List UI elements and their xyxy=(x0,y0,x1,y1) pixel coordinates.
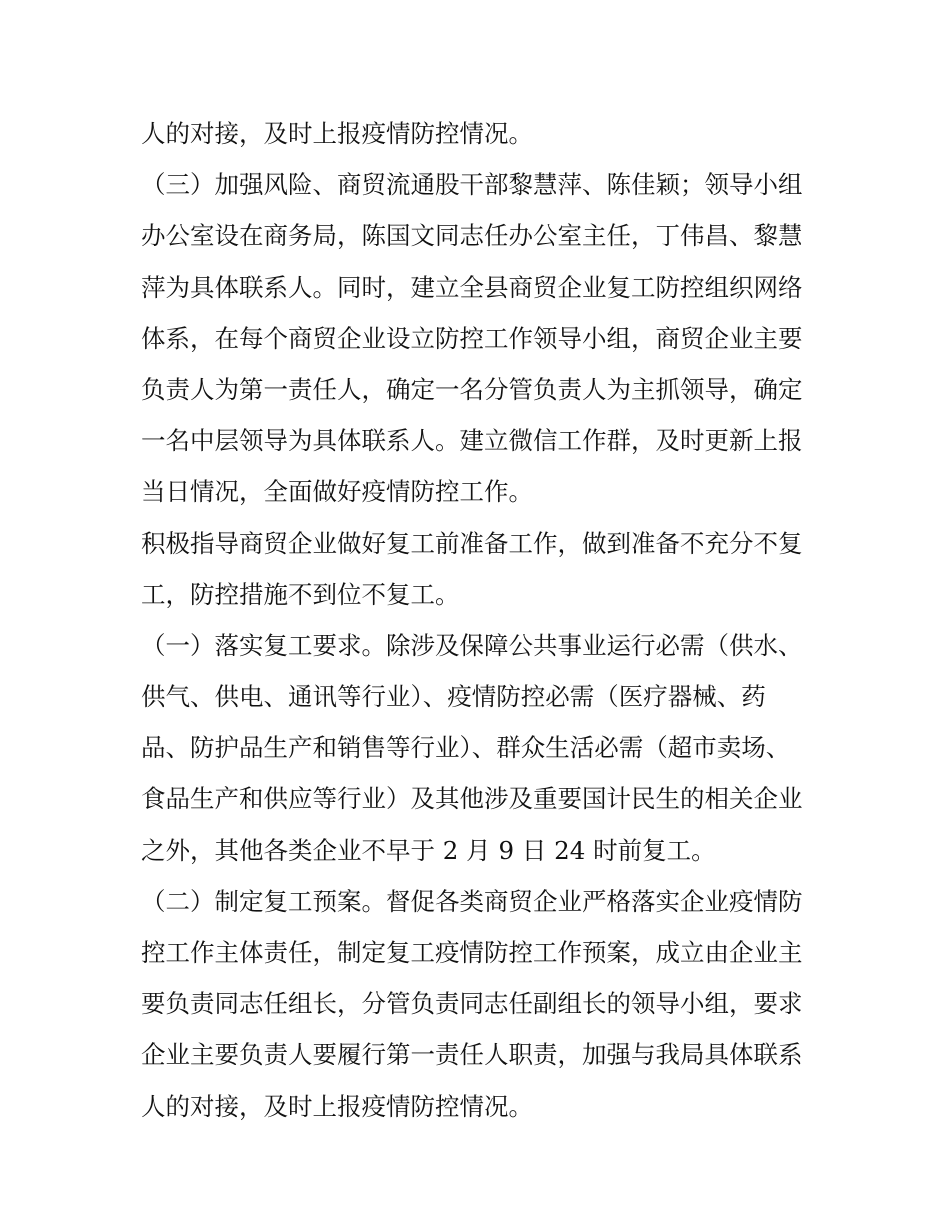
text-line: 萍为具体联系人。同时，建立全县商贸企业复工防控组织网络 xyxy=(141,272,803,302)
text-line: 一名中层领导为具体联系人。建立微信工作群，及时更新上报 xyxy=(141,426,803,456)
text-line: 品、防护品生产和销售等行业）、群众生活必需（超市卖场、 xyxy=(141,733,791,763)
text-line: 人的对接，及时上报疫情防控情况。 xyxy=(141,119,533,148)
text-line: 积极指导商贸企业做好复工前准备工作，做到准备不充分不复 xyxy=(141,528,803,558)
text-line: 工，防控措施不到位不复工。 xyxy=(141,579,460,609)
text-line: 食品生产和供应等行业）及其他涉及重要国计民生的相关企业 xyxy=(141,784,803,814)
text-line: 当日情况，全面做好疫情防控工作。 xyxy=(141,477,533,507)
text-line: 之外，其他各类企业不早于 2 月 9 日 24 时前复工。 xyxy=(141,835,716,865)
text-line: 体系，在每个商贸企业设立防控工作领导小组，商贸企业主要 xyxy=(141,323,803,353)
text-line: （三）加强风险、商贸流通股干部黎慧萍、陈佳颖；领导小组 xyxy=(141,170,803,200)
text-line: 人的对接，及时上报疫情防控情况。 xyxy=(141,1091,533,1121)
text-line: 要负责同志任组长，分管负责同志任副组长的领导小组，要求 xyxy=(141,989,803,1019)
text-line: 办公室设在商务局，陈国文同志任办公室主任，丁伟昌、黎慧 xyxy=(141,221,803,251)
text-line: （一）落实复工要求。除涉及保障公共事业运行必需（供水、 xyxy=(141,630,803,660)
text-line: 负责人为第一责任人，确定一名分管负责人为主抓领导，确定 xyxy=(141,374,803,404)
text-line: 企业主要负责人要履行第一责任人职责，加强与我局具体联系 xyxy=(141,1040,803,1070)
text-line: 供气、供电、通讯等行业）、疫情防控必需（医疗器械、药 xyxy=(141,682,766,712)
text-line: （二）制定复工预案。督促各类商贸企业严格落实企业疫情防 xyxy=(141,886,803,916)
text-line: 控工作主体责任，制定复工疫情防控工作预案，成立由企业主 xyxy=(141,938,803,967)
document-body xyxy=(141,108,813,1132)
